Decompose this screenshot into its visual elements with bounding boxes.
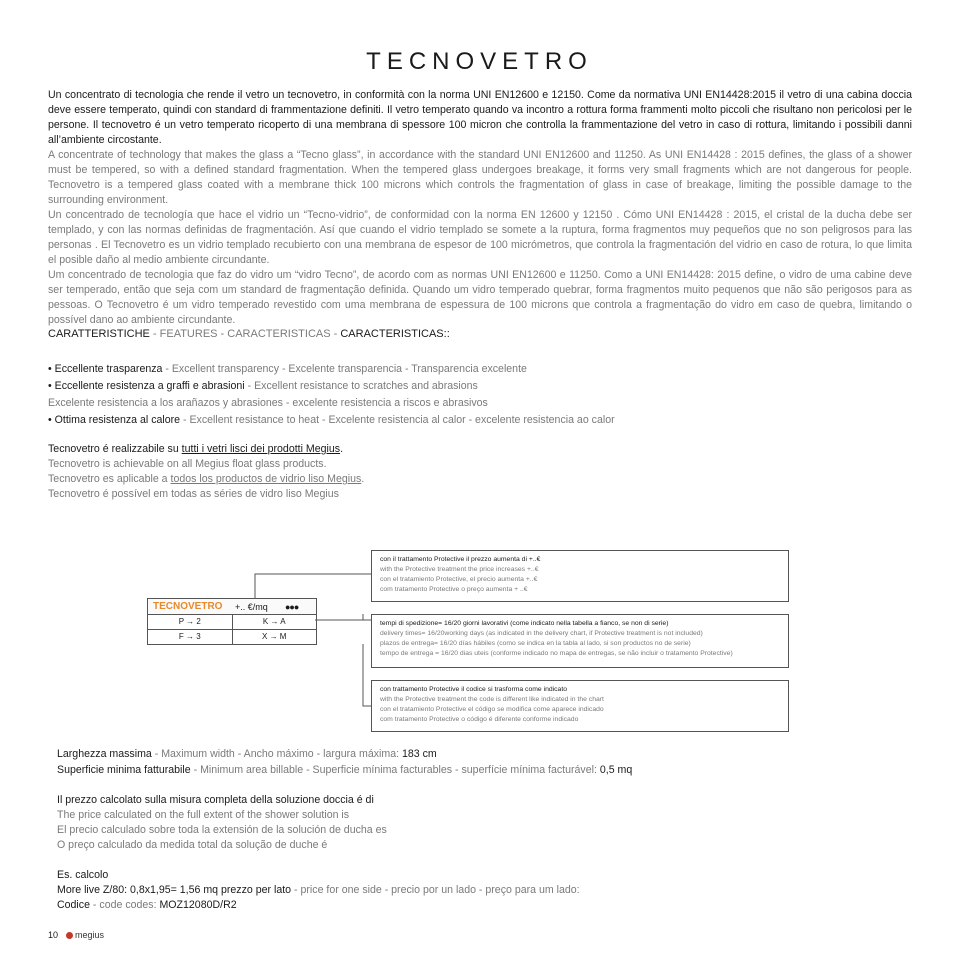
availability-pt: Tecnovetro é possível em todas as séries de vidro liso Megius bbox=[48, 488, 339, 500]
spec-min-area: Superficie minima fatturabile - Minimum area billable - Superficie mínima facturables - superfície mínima facturável: 0,5 mq bbox=[57, 764, 633, 776]
price-tag-row: F → 3 X → M bbox=[148, 630, 316, 644]
paragraph-portuguese: Um concentrado de tecnologia que faz do vidro um “vidro Tecno”, de acordo com as normas UNI EN12600 e 11250. Como a UNI EN14428: 2015 define, o vidro de uma cabine deve ser temperado, então que seja com um standard de fragmentação definida. Quando um vidro temperado quebrar, forma fragmentos muito pequenos que não são perigosos para as pessoas. O Tecnovetro é um vidro temperado revestido com uma membrana de espessura de 100 microns que controla a fragmentação do vidro em caso de quebra, limitando o possível dano ao ambiente circundante. bbox=[48, 269, 912, 326]
price-tag-header bbox=[148, 599, 316, 615]
brand-logo: megius bbox=[66, 930, 104, 940]
spec-max-width: Larghezza massima - Maximum width - Ancho máximo - largura máxima: 183 cm bbox=[57, 748, 437, 760]
features-list bbox=[48, 361, 615, 429]
calculation-example bbox=[57, 868, 580, 913]
availability-link-it[interactable]: tutti i vetri lisci dei prodotti Megius bbox=[181, 443, 341, 455]
brand-logo-icon bbox=[66, 932, 73, 939]
price-tag-row: P → 2 K → A bbox=[148, 615, 316, 630]
note-box-delivery: tempi di spedizione= 16/20 giorni lavorativi (come indicato nella tabella a fianco, se non di serie) delivery times= 16/20working days (as indicated in the delivery chart, if Protective treatment is not included) plazos de entrega= 16/20 días hábiles (como se indica en la tabla al lado, si son productos no de serie) tempo de entrega = 16/20 dias uteis (conforme indicado no mapa de entregas, se não incluir o tratamento Protective) bbox=[371, 614, 789, 668]
page-footer bbox=[48, 930, 104, 940]
specs-block bbox=[57, 746, 632, 778]
feature-item: • Ottima resistenza al calore - Excellent resistance to heat - Excelente resistencia al calor - excelente resistencia ao calor bbox=[48, 414, 615, 426]
example-code: Codice - code codes: MOZ12080D/R2 bbox=[57, 899, 237, 911]
paragraph-english: A concentrate of technology that makes the glass a “Tecno glass”, in accordance with the standard UNI EN12600 and 11250. As UNI EN14428 : 2015 defines, the glass of a shower must be tempered, so with a defined standard fragmentation. When the tempered glass undergoes breakage, it forms very small fragments which are not dangerous for people. Tecnovetro is a tempered glass coated with a membrane thick 100 microns which controls the fragmentation of glass in case of breakage, limiting the possible damage to the surrounding environment. bbox=[48, 149, 912, 206]
features-heading bbox=[48, 328, 450, 340]
page-title: TECNOVETRO bbox=[366, 48, 593, 75]
feature-item: • Eccellente resistenza a graffi e abrasioni - Excellent resistance to scratches and abrasions bbox=[48, 380, 478, 392]
paragraph-italian: Un concentrato di tecnologia che rende il vetro un tecnovetro, in conformità con la norma UNI EN12600 e 12150. Come da normativa UNI EN14428:2015 il vetro di una cabina doccia deve essere temperato, quindi con standard di frammentazione definiti. Il vetro temperato quando va incontro a rottura forma frammenti molto piccoli che risultano non pericolosi per le persone. Il tecnovetro é un vetro temperato ricoperto di una membrana di spessore 100 micron che controlla la frammentazione del vetro in caso di rottura, limitando i possibili danni all’ambiente circostante. bbox=[48, 89, 912, 146]
paragraph-spanish: Un concentrado de tecnología que hace el vidrio un “Tecno-vidrio”, de conformidad con la norma EN 12600 y 12150 . Cómo UNI EN14428 : 2015, el cristal de la ducha debe ser templado, y con las normas definidas de fragmentación. Así que cuando el vidrio templado se somete a la ruptura, forma fragmentos muy pequeños que no son peligrosos para las personas . El Tecnovetro es un vidrio templado recubierto con una membrana de espesor de 100 micrómetros, que controla la fragmentación del vidrio en caso de rotura, lo que limita el posible daño al medio ambiente circundante. bbox=[48, 209, 912, 266]
features-heading-pt: CARACTERISTICAS:: bbox=[340, 328, 450, 340]
feature-item: • Eccellente trasparenza - Excellent transparency - Excelente transparencia - Transparencia excelente bbox=[48, 363, 527, 375]
features-heading-rest: - FEATURES - CARACTERISTICAS - bbox=[149, 328, 341, 340]
availability-es: Tecnovetro es aplicable a todos los productos de vidrio liso Megius. bbox=[48, 473, 365, 485]
price-calculation-text: Il prezzo calcolato sulla misura completa della soluzione doccia é di The price calculated on the full extent of the shower solution is El precio calculado sobre toda la extensión de la solución de ducha es O preço calculado da medida total da solução de duche é bbox=[57, 794, 387, 851]
note-box-price: con il trattamento Protective il prezzo aumenta di +..€ with the Protective treatment the price increases +..€ con el tratamiento Protective, el precio aumenta +..€ com tratamento Protective o preço aumenta + ..€ bbox=[371, 550, 789, 602]
features-heading-it: CARATTERISTICHE bbox=[48, 328, 150, 340]
availability-en: Tecnovetro is achievable on all Megius float glass products. bbox=[48, 458, 327, 470]
example-line: More live Z/80: 0,8x1,95= 1,56 mq prezzo per lato - price for one side - precio por un lado - preço para um lado: bbox=[57, 884, 580, 896]
example-heading: Es. calcolo bbox=[57, 869, 109, 881]
feature-item: Excelente resistencia a los arañazos y abrasiones - excelente resistencia a riscos e abrasivos bbox=[48, 397, 488, 409]
price-tag-table bbox=[147, 598, 317, 645]
price-tag-name: TECNOVETRO bbox=[153, 601, 223, 612]
page-number: 10 bbox=[48, 930, 59, 940]
availability-it: Tecnovetro é realizzabile su tutti i vetri lisci dei prodotti Megius. bbox=[48, 443, 344, 455]
availability-link-es[interactable]: todos los productos de vidrio liso Megius bbox=[170, 473, 362, 485]
note-box-code: con trattamento Protective il codice si trasforma come indicato with the Protective treatment the code is different like indicated in the chart con el tratamiento Protective el código se modifica come aparece indicado com tratamento Protective o código é diferente conforme indicado bbox=[371, 680, 789, 732]
availability-block bbox=[48, 442, 364, 502]
delivery-dots-icon: ●●● bbox=[285, 601, 299, 612]
price-tag-price: +.. €/mq bbox=[235, 601, 268, 612]
